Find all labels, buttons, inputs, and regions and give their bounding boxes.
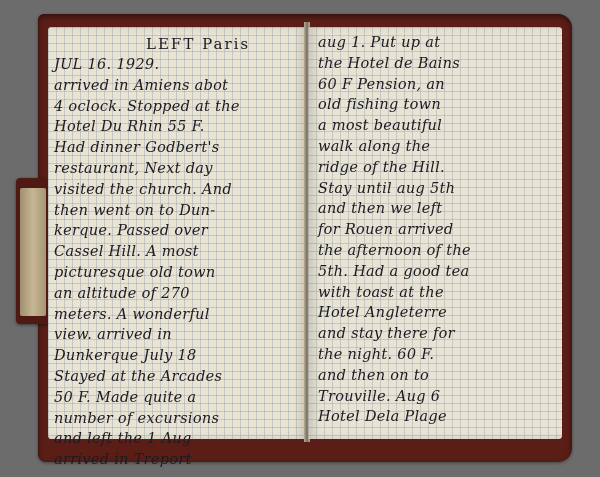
text-line: arrived in Amiens abot	[54, 77, 229, 94]
text-line: then went on to Dun-	[54, 202, 216, 219]
text-line: arrived in Treport	[54, 452, 192, 469]
text-line: visited the church. And	[54, 181, 232, 198]
text-line: restaurant, Next day	[54, 160, 213, 177]
text-line: aug 1. Put up at	[318, 35, 441, 51]
left-page-text	[54, 55, 304, 471]
text-line: Dunkerque July 18	[54, 348, 197, 365]
text-line: Hotel Angleterre	[318, 305, 447, 322]
text-line: old fishing town	[318, 97, 442, 114]
pencil-loop	[20, 188, 46, 316]
text-line: Cassel Hill. A most	[54, 244, 199, 261]
text-line: Stay until aug 5th	[318, 180, 456, 197]
text-line: walk along the	[318, 138, 431, 155]
text-line: picturesque old town	[54, 264, 216, 281]
text-line: and then on to	[318, 367, 430, 384]
text-line: ridge of the Hill.	[318, 159, 445, 176]
page-title: LEFT Paris	[146, 35, 251, 53]
text-line: a most beautiful	[318, 118, 443, 135]
text-line: JUL 16. 1929.	[54, 57, 160, 73]
text-line: Trouville. Aug 6	[318, 388, 441, 405]
text-line: the night. 60 F.	[318, 346, 435, 363]
right-page-text	[318, 33, 562, 428]
text-line: 60 F Pension, an	[318, 76, 445, 93]
text-line: the Hotel de Bains	[318, 55, 460, 72]
text-line: number of excursions	[54, 410, 220, 427]
text-line: Hotel Dela Plage	[318, 409, 447, 426]
text-line: and then we left	[318, 201, 443, 218]
text-line: for Rouen arrived	[318, 222, 454, 239]
text-line: and left the 1 Aug	[54, 431, 192, 448]
right-page	[308, 27, 562, 439]
text-line: view. arrived in	[54, 327, 172, 344]
text-line: the afternoon of the	[318, 242, 471, 259]
text-line: 5th. Had a good tea	[318, 263, 470, 280]
text-line: an altitude of 270	[54, 285, 190, 302]
text-line: Had dinner Godbert's	[54, 140, 220, 157]
text-line: 4 oclock. Stopped at the	[54, 98, 240, 115]
text-line: with toast at the	[318, 284, 444, 301]
text-line: meters. A wonderful	[54, 306, 210, 323]
text-line: Stayed at the Arcades	[54, 368, 223, 385]
left-page	[48, 27, 306, 469]
text-line: kerque. Passed over	[54, 223, 208, 240]
text-line: Hotel Du Rhin 55 F.	[54, 119, 205, 136]
text-line: 50 F. Made quite a	[54, 389, 197, 406]
text-line: and stay there for	[318, 326, 455, 343]
